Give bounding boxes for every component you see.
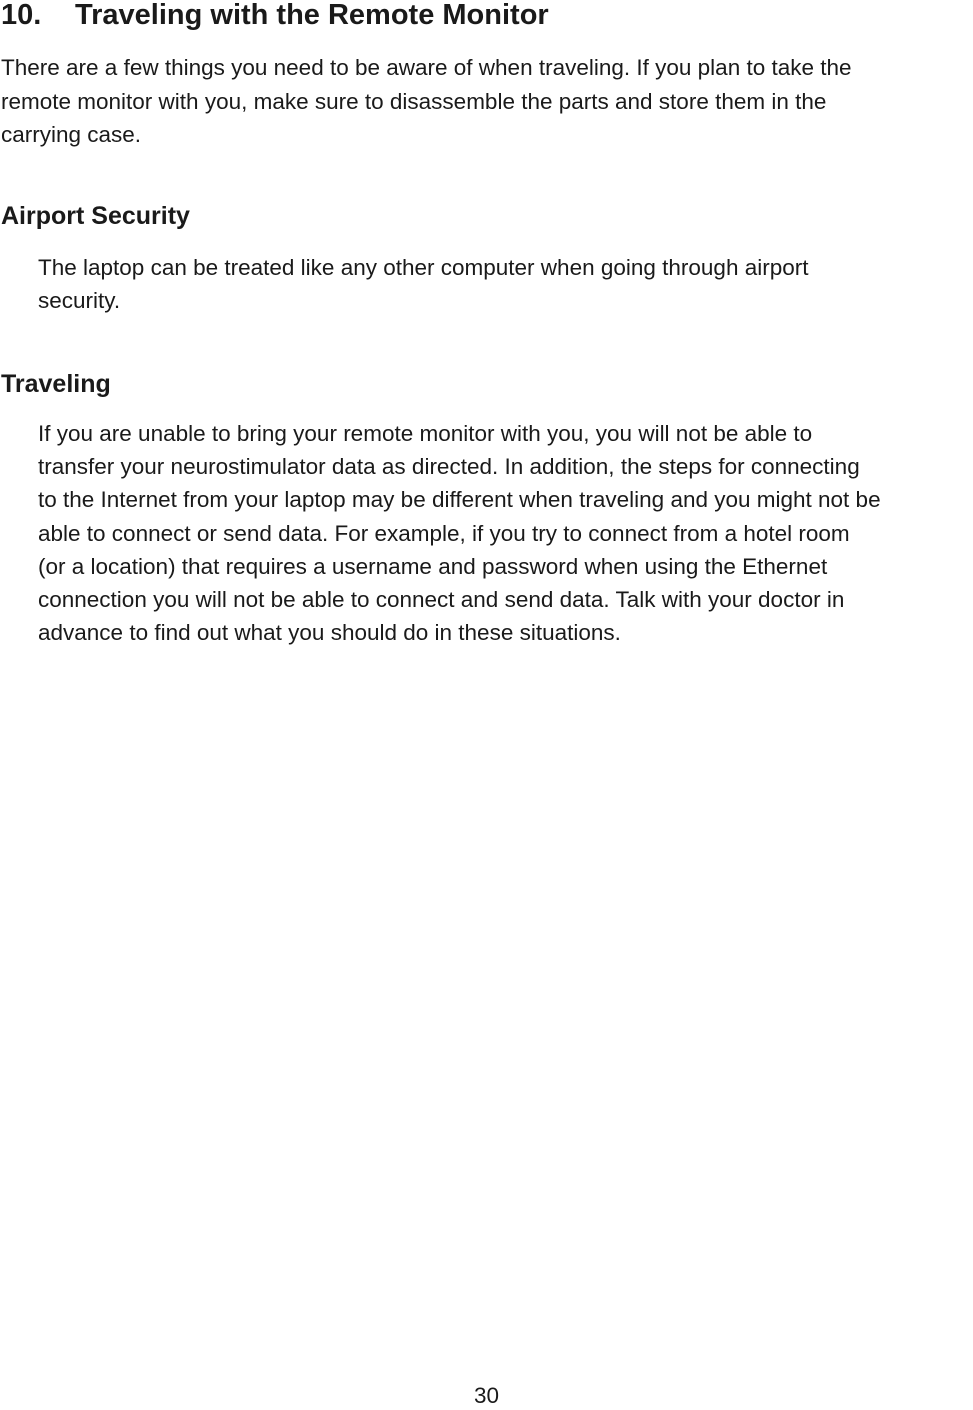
page-number: 30 (473, 1383, 500, 1408)
section-heading-airport-security: Airport Security (1, 202, 190, 230)
intro-paragraph (1, 51, 969, 152)
body-line: security. (38, 288, 121, 314)
body-line: able to connect or send data. For example, if you try to connect from a hotel room (38, 520, 850, 546)
body-line: advance to find out what you should do in these situations. (38, 620, 621, 646)
body-line: The laptop can be treated like any other computer when going through airport (38, 255, 809, 280)
chapter-title (1, 0, 549, 32)
section-body-airport-security (38, 251, 973, 317)
body-line: to the Internet from your laptop may be different when traveling and you might not be (38, 487, 881, 513)
chapter-number: 10. (1, 0, 42, 31)
body-line: (or a location) that requires a username and password when using the Ethernet (38, 553, 828, 579)
intro-line: remote monitor with you, make sure to disassemble the parts and store them in the (1, 88, 827, 114)
body-line: If you are unable to bring your remote monitor with you, you will not be able to (38, 421, 813, 446)
chapter-title-text: Traveling with the Remote Monitor (75, 0, 549, 31)
body-line: transfer your neurostimulator data as directed. In addition, the steps for connecting (38, 454, 860, 480)
section-body-traveling (38, 417, 973, 649)
intro-line: carrying case. (1, 122, 142, 147)
intro-line: There are a few things you need to be aware of when traveling. If you plan to take the (1, 55, 852, 80)
body-line: connection you will not be able to connect and send data. Talk with your doctor in (38, 587, 845, 613)
section-heading-traveling: Traveling (1, 370, 111, 398)
